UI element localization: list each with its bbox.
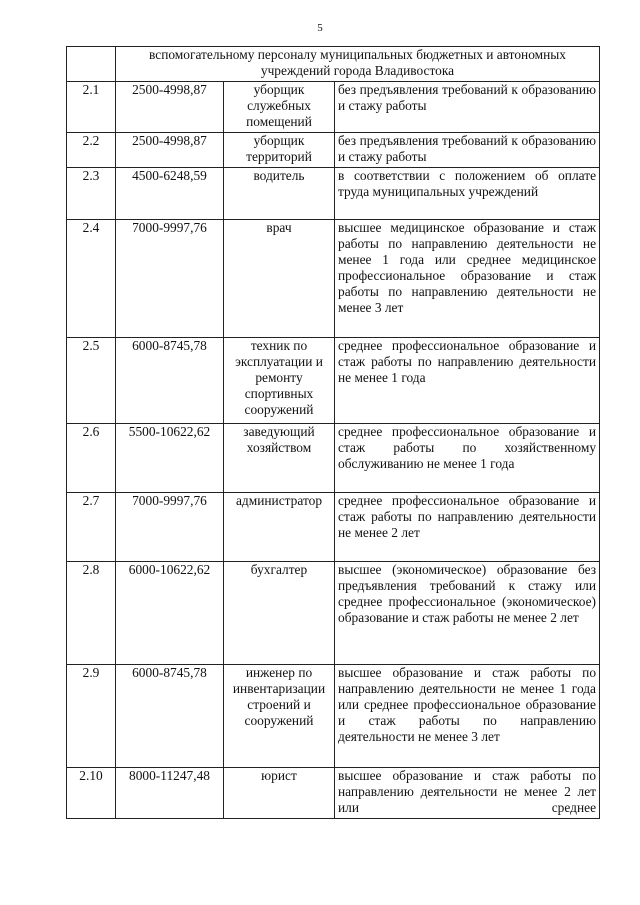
position-name: бухгалтер: [224, 562, 335, 665]
requirements: среднее профессиональное образование и стаж работы по направлению деятельности не менее 1 года: [335, 338, 600, 424]
table-header-row: [67, 47, 600, 82]
requirements: высшее медицинское образование и стаж работы по направлению деятельности не менее 1 года или среднее медицинское профессиональное образование и стаж работы по направлению деятельности не менее 3 лет: [335, 220, 600, 338]
row-number: 2.6: [67, 424, 116, 493]
salary-range: 7000-9997,76: [116, 493, 224, 562]
position-name: техник по эксплуатации и ремонту спортивных сооружений: [224, 338, 335, 424]
position-name: заведующий хозяйством: [224, 424, 335, 493]
row-number: 2.3: [67, 168, 116, 220]
requirements: без предъявления требований к образованию и стажу работы: [335, 82, 600, 133]
position-name: юрист: [224, 768, 335, 819]
salary-range: 6000-8745,78: [116, 665, 224, 768]
row-number: 2.9: [67, 665, 116, 768]
requirements: высшее образование и стаж работы по направлению деятельности не менее 1 года или среднее профессиональное образование и стаж работы по направлению деятельности не менее 3 лет: [335, 665, 600, 768]
table-row: [67, 424, 600, 493]
table-row: [67, 562, 600, 665]
position-name: уборщик территорий: [224, 133, 335, 168]
salary-range: 8000-11247,48: [116, 768, 224, 819]
requirements: среднее профессиональное образование и стаж работы по хозяйственному обслуживанию не менее 1 года: [335, 424, 600, 493]
position-name: водитель: [224, 168, 335, 220]
row-number: 2.5: [67, 338, 116, 424]
section-header: вспомогательному персоналу муниципальных бюджетных и автономных учреждений города Владивостока: [116, 47, 600, 82]
empty-cell: [67, 47, 116, 82]
position-name: уборщик служебных помещений: [224, 82, 335, 133]
requirements: среднее профессиональное образование и стаж работы по направлению деятельности не менее 2 лет: [335, 493, 600, 562]
table-row: [67, 493, 600, 562]
row-number: 2.2: [67, 133, 116, 168]
table-row: [67, 168, 600, 220]
page-number: 5: [317, 22, 323, 34]
requirements: высшее образование и стаж работы по направлению деятельности не менее 2 лет или среднее: [335, 768, 600, 819]
row-number: 2.10: [67, 768, 116, 819]
table-row: [67, 768, 600, 819]
requirements: без предъявления требований к образованию и стажу работы: [335, 133, 600, 168]
position-name: инженер по инвентаризации строений и сооружений: [224, 665, 335, 768]
position-name: врач: [224, 220, 335, 338]
position-name: администратор: [224, 493, 335, 562]
salary-range: 2500-4998,87: [116, 82, 224, 133]
row-number: 2.8: [67, 562, 116, 665]
row-number: 2.1: [67, 82, 116, 133]
salary-range: 4500-6248,59: [116, 168, 224, 220]
salary-range: 2500-4998,87: [116, 133, 224, 168]
requirements: высшее (экономическое) образование без предъявления требований к стажу или среднее профессиональное (экономическое) образование и стаж работы не менее 2 лет: [335, 562, 600, 665]
requirements: в соответствии с положением об оплате труда муниципальных учреждений: [335, 168, 600, 220]
salary-range: 5500-10622,62: [116, 424, 224, 493]
salary-range: 7000-9997,76: [116, 220, 224, 338]
row-number: 2.7: [67, 493, 116, 562]
salary-range: 6000-10622,62: [116, 562, 224, 665]
row-number: 2.4: [67, 220, 116, 338]
salary-table: [66, 46, 600, 819]
table-row: [67, 82, 600, 133]
table-row: [67, 220, 600, 338]
salary-range: 6000-8745,78: [116, 338, 224, 424]
table-row: [67, 338, 600, 424]
table-row: [67, 133, 600, 168]
table-row: [67, 665, 600, 768]
